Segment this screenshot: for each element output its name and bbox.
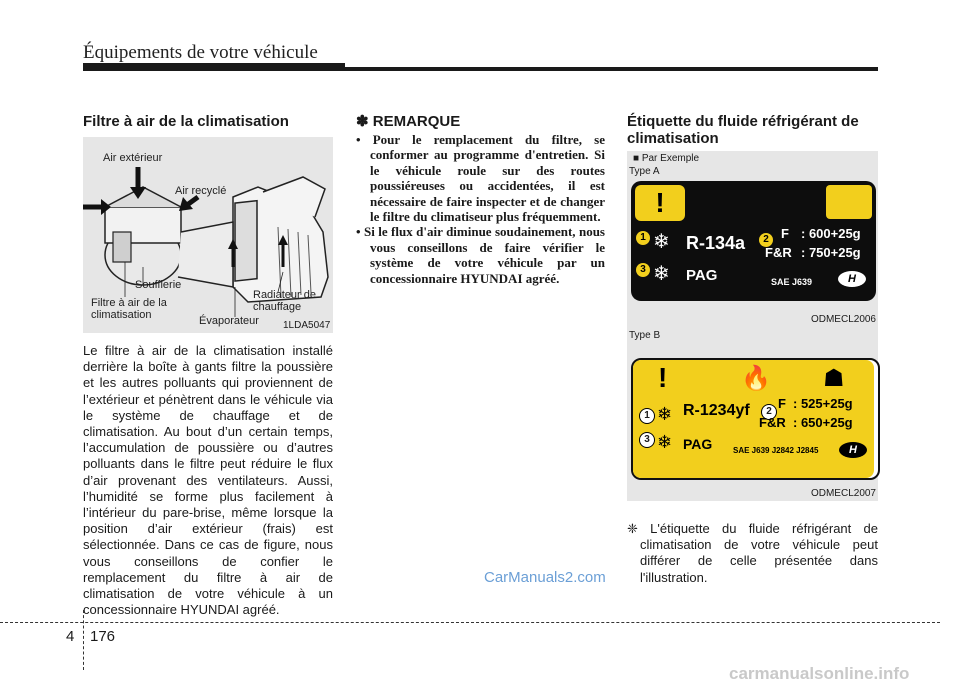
watermark-link[interactable]: CarManuals2.com — [484, 569, 606, 586]
sae-standard: SAE J639 J2842 J2845 — [733, 446, 819, 455]
note-title: REMARQUE — [372, 113, 461, 130]
callout-2-icon: 2 — [761, 404, 777, 420]
type-b-caption: Type B — [629, 330, 661, 341]
oil-icon: ❄ — [653, 263, 670, 285]
callout-1-icon: 1 — [636, 231, 650, 245]
label-heater-core: Radiateur de chauffage — [253, 289, 316, 313]
charge-front-value: : 525+25g — [793, 396, 853, 411]
watermark-site: carmanualsonline.info — [729, 664, 910, 683]
charge-front-label: F — [781, 226, 789, 241]
label-air-filter: Filtre à air de la climatisation — [91, 297, 167, 321]
snowflake-icon: ❄ — [653, 231, 670, 253]
header-rule-tab — [83, 63, 345, 71]
filter-diagram — [83, 137, 333, 333]
chapter-number: 4 — [66, 628, 75, 645]
snowflake-icon: ❄ — [657, 404, 673, 424]
refrigerant-label-b — [631, 358, 880, 480]
label-recirculated-air: Air recyclé — [175, 185, 227, 197]
flame-icon: 🔥 — [741, 365, 771, 392]
label-outside-air: Air extérieur — [103, 152, 163, 164]
example-caption: ■ Par Exemple — [633, 153, 700, 164]
note-heading — [356, 112, 460, 130]
section-heading-filter: Filtre à air de la climatisation — [83, 113, 289, 130]
oil-type: PAG — [683, 436, 713, 452]
label-note: ❈ L'étiquette du fluide réfrigérant de climatisation de votre véhicule peut différer de celle présentée dans l'illustration. — [627, 521, 878, 585]
note-item-text: Si le flux d'air diminue soudainement, nous vous conseillons de faire vérifier le système de votre véhicule par un concessionnaire HYUNDAI agréé. — [363, 224, 605, 286]
sae-standard: SAE J639 — [771, 277, 813, 287]
callout-1-icon: 1 — [639, 408, 655, 424]
note-item: • Pour le remplacement du filtre, se conformer au programme d'entretien. Si le véhicule roule sur des routes poussiéreuses ou accidentées, il est nécessaire de faire inspecter et de changer le filtre du climatiseur plus fréquemment. — [356, 132, 605, 225]
charge-front-rear-value: : 650+25g — [793, 415, 853, 430]
oil-type: PAG — [686, 267, 718, 284]
label-evaporator: Évaporateur — [199, 315, 259, 327]
callout-2-icon: 2 — [759, 233, 773, 247]
filter-paragraph: Le filtre à air de la climatisation installé derrière la boîte à gants filtre la poussière et les autres polluants qui proviennent de l’extérieur et pénètrent dans le véhicule via le système de chauffage et de climatisation. Au bout d’un certain temps, l’accumulation de poussière ou d’autres polluants dans le filtre peut réduire le flux d’air provenant des ventilateurs. Aussi, l’humidité se forme plus facilement à l’intérieur du pare-brise, même lorsque la position d’air extérieur (frais) est sélectionnée. Dans ce cas de figure, nous vous conseillons de confier le remplacement du filtre à air de climatisation de votre véhicule à un concessionnaire HYUNDAI agréé. — [83, 343, 333, 618]
footer-vertical-rule — [83, 610, 84, 670]
callout-3-icon: 3 — [636, 263, 650, 277]
note-item: • Si le flux d'air diminue soudainement, nous vous conseillons de faire vérifier le système de votre véhicule par un concessionnaire HYUNDAI agréé. — [356, 224, 605, 286]
refrigerant-name: R-134a — [686, 233, 746, 253]
label-figure-type-a — [627, 151, 878, 328]
oil-icon: ❄ — [657, 432, 673, 452]
hyundai-logo: H — [838, 271, 866, 287]
charge-front-rear-label: F&R — [765, 245, 792, 260]
warning-icon: ! — [655, 187, 665, 218]
hyundai-logo: H — [839, 442, 867, 458]
footer-dashed-rule — [0, 622, 940, 623]
charge-front-value: : 600+25g — [801, 226, 861, 241]
charge-front-rear-value: : 750+25g — [801, 245, 861, 260]
refrigerant-name: R-1234yf — [683, 402, 750, 419]
type-a-caption: Type A — [629, 166, 660, 177]
figure-code-a: ODMECL2006 — [810, 314, 876, 325]
manual-icon — [826, 185, 872, 219]
note-item-text: Pour le remplacement du filtre, se conformer au programme d'entretien. Si le véhicule roule sur des routes poussiéreuses ou accidentées, il est nécessaire de faire inspecter et de changer le filtre du climatiseur plus fréquemment. — [370, 132, 605, 225]
figure-code: 1LDA5047 — [283, 320, 331, 331]
charge-front-rear-label: F&R — [759, 415, 786, 430]
charge-front-label: F — [778, 396, 786, 411]
label-blower: Soufflerie — [135, 279, 182, 291]
page-header-title: Équipements de votre véhicule — [83, 42, 318, 63]
technician-icon: ☗ — [823, 365, 845, 392]
section-heading-refrigerant-label: Étiquette du fluide réfrigérant de climatisation — [627, 113, 859, 147]
note-symbol: ✽ — [356, 113, 369, 130]
label-figure-type-b — [627, 328, 878, 501]
warning-icon: ! — [658, 362, 668, 393]
callout-3-icon: 3 — [639, 432, 655, 448]
note-list — [356, 132, 605, 286]
figure-code-b: ODMECL2007 — [810, 488, 876, 499]
page-number: 176 — [90, 628, 116, 645]
refrigerant-label-a — [631, 181, 876, 301]
